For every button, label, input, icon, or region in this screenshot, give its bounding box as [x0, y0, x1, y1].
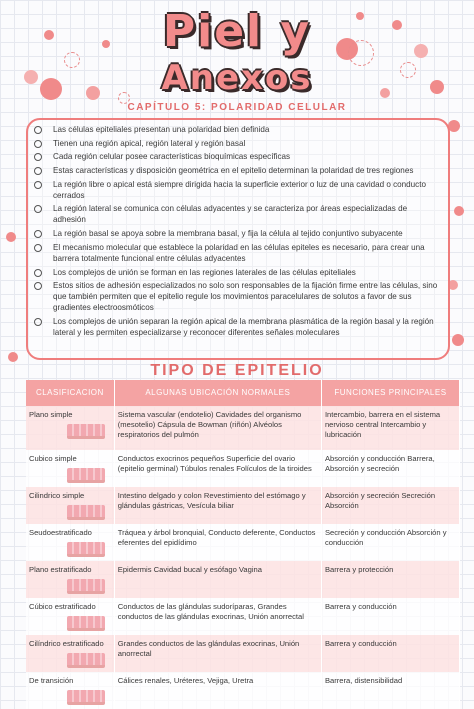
tissue-illustration: [67, 690, 105, 705]
cell-clasificacion: [26, 561, 114, 598]
page-title-line2: Anexos: [161, 58, 313, 98]
cell-clasificacion: [26, 598, 114, 635]
tissue-illustration: [67, 505, 105, 520]
list-item: El mecanismo molecular que establece la polaridad en las células epiteles es necesario, para crear una barrera totalmente funcional entre células adyacentes: [30, 242, 440, 264]
classification-label: Plano simple: [29, 410, 73, 419]
cell-clasificacion: [26, 635, 114, 672]
cell-ubicacion: Sistema vascular (endotelio) Cavidades del organismo (mesotelio) Cápsula de Bowman (riñón) Alvéolos respiratorios del pulmón: [114, 406, 321, 450]
list-item: La región libre o apical está siempre dirigida hacia la superficie exterior o luz de una cavidad o conducto cerrados: [30, 179, 440, 201]
list-item: Cada región celular posee características bioquímicas específicas: [30, 151, 440, 162]
table-row: [26, 524, 460, 561]
decor-dot: [452, 334, 464, 346]
classification-label: Cilindrico simple: [29, 491, 85, 500]
list-item: Estas características y disposición geométrica en el epitelio determinan la polaridad de tres regiones: [30, 165, 440, 176]
cell-funciones: Barrera y conducción: [321, 635, 459, 672]
cell-ubicacion: Epidermis Cavidad bucal y esófago Vagina: [114, 561, 321, 598]
page-title: Piel y: [162, 6, 312, 57]
bullet-list: [30, 124, 440, 341]
column-header-funciones: FUNCIONES PRINCIPALES: [321, 380, 459, 406]
cell-funciones: Intercambio, barrera en el sistema nervioso central Intercambio y lubricación: [321, 406, 459, 450]
list-item: Los complejos de unión se forman en las regiones laterales de las células epiteliales: [30, 267, 440, 278]
column-header-ubicacion: ALGUNAS UBICACIÓN NORMALES: [114, 380, 321, 406]
decor-dot: [6, 232, 16, 242]
list-item: Los complejos de unión separan la región apical de la membrana plasmática de la región basal y la región lateral y les permiten especializarse y reconocer diferentes señales moleculares: [30, 316, 440, 338]
column-header-clasificacion: CLASIFICACION: [26, 380, 114, 406]
cell-ubicacion: Intestino delgado y colon Revestimiento del estómago y glándulas gástricas, Vesícula biliar: [114, 487, 321, 524]
list-item: Las células epiteliales presentan una polaridad bien definida: [30, 124, 440, 135]
list-item: La región basal se apoya sobre la membrana basal, y fija la célula al tejido conjuntivo subyacente: [30, 228, 440, 239]
cell-funciones: Secreción y conducción Absorción y conducción: [321, 524, 459, 561]
decor-dot: [454, 206, 464, 216]
classification-label: Plano estratificado: [29, 565, 92, 574]
cell-funciones: Absorción y conducción Barrera, Absorción y secreción: [321, 450, 459, 487]
tissue-illustration: [67, 542, 105, 557]
classification-label: Cilíndrico estratificado: [29, 639, 104, 648]
decor-dot: [8, 352, 18, 362]
list-item: La región lateral se comunica con células adyacentes y se caracteriza por áreas especializadas de adhesión: [30, 203, 440, 225]
cell-clasificacion: [26, 450, 114, 487]
table-row: [26, 672, 460, 709]
cell-clasificacion: [26, 487, 114, 524]
cell-ubicacion: Tráquea y árbol bronquial, Conducto deferente, Conductos eferentes del epidídimo: [114, 524, 321, 561]
classification-label: Cúbico estratificado: [29, 602, 96, 611]
chapter-subtitle: CAPÍTULO 5: POLARIDAD CELULAR: [127, 102, 347, 113]
tissue-illustration: [67, 424, 105, 439]
classification-label: Cubico simple: [29, 454, 77, 463]
cell-clasificacion: [26, 672, 114, 709]
list-item: Estos sitios de adhesión especializados no solo son responsables de la fijación firme entre las células, sino que también permiten que el epitelio regule los movimientos paracelulares de solutos a favor de sus gradientes electroosmóticos: [30, 280, 440, 313]
table-row: [26, 635, 460, 672]
cell-funciones: Absorción y secreción Secreción Absorción: [321, 487, 459, 524]
cell-funciones: Barrera, distensibilidad: [321, 672, 459, 709]
tissue-illustration: [67, 653, 105, 668]
cell-funciones: Barrera y conducción: [321, 598, 459, 635]
table-row: [26, 561, 460, 598]
cell-ubicacion: Conductos de las glándulas sudoríparas, Grandes conductos de las glándulas exocrinas, Unión anorrectal: [114, 598, 321, 635]
cell-clasificacion: [26, 406, 114, 450]
cell-funciones: Barrera y protección: [321, 561, 459, 598]
table-row: [26, 406, 460, 450]
classification-label: Seudoestratificado: [29, 528, 92, 537]
table-row: [26, 598, 460, 635]
tissue-illustration: [67, 616, 105, 631]
tissue-illustration: [67, 468, 105, 483]
cell-ubicacion: Conductos exocrinos pequeños Superficie del ovario (epitelio germinal) Túbulos renales Folículos de la tiroides: [114, 450, 321, 487]
table-header-row: [26, 380, 460, 406]
list-item: Tienen una región apical, región lateral y región basal: [30, 138, 440, 149]
table-row: [26, 450, 460, 487]
cell-ubicacion: Cálices renales, Uréteres, Vejiga, Uretra: [114, 672, 321, 709]
table-row: [26, 487, 460, 524]
tissue-illustration: [67, 579, 105, 594]
epithelium-table: [26, 380, 460, 709]
classification-label: De transición: [29, 676, 74, 685]
cell-clasificacion: [26, 524, 114, 561]
section-title: TIPO DE EPITELIO: [150, 362, 324, 379]
cell-ubicacion: Grandes conductos de las glándulas exocrinas, Unión anorrectal: [114, 635, 321, 672]
